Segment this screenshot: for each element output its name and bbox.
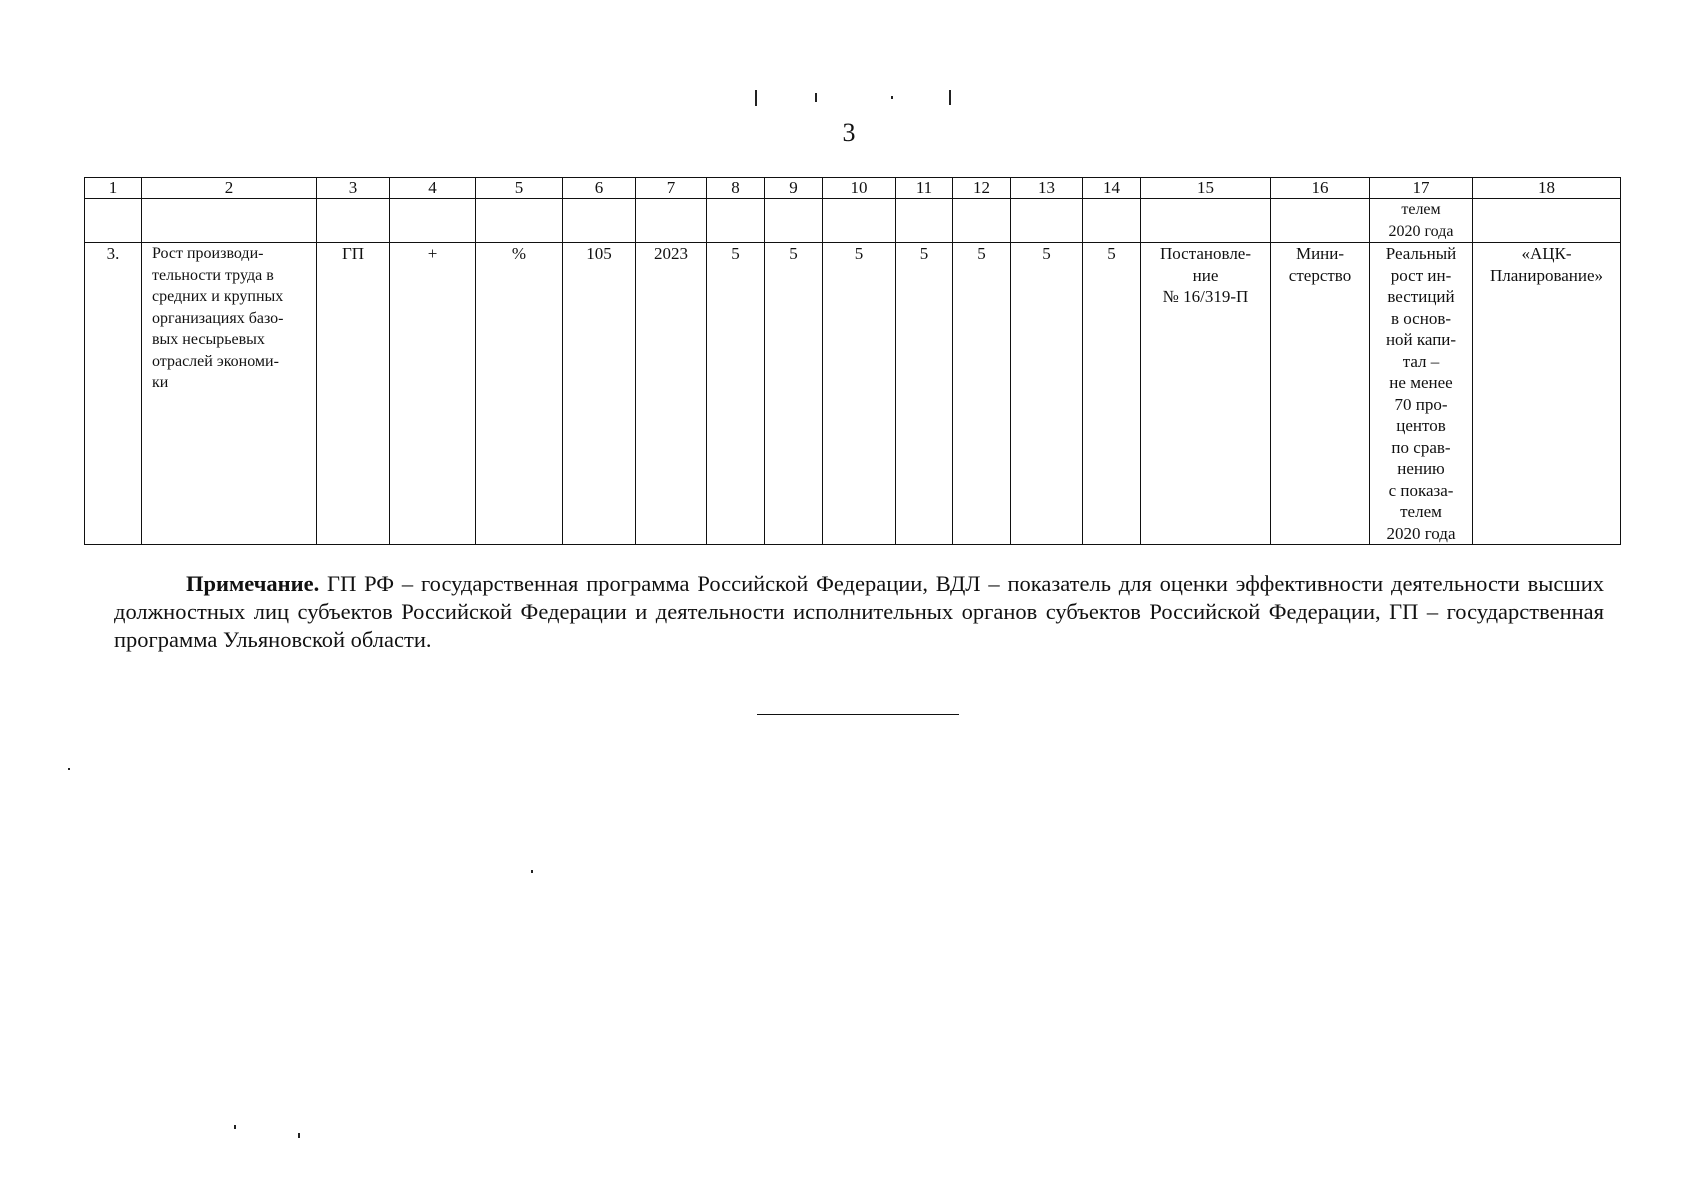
table-cell: 5 [1083, 243, 1141, 545]
table-cell: % [476, 243, 563, 545]
table-cell: 5 [707, 243, 765, 545]
table-cell [953, 199, 1011, 243]
scan-speck [68, 768, 70, 770]
table-cell [85, 199, 142, 243]
note-label: Примечание. [186, 571, 320, 596]
table-cell [1271, 199, 1370, 243]
table-cell: 2023 [636, 243, 707, 545]
scan-speck [298, 1133, 300, 1138]
column-number: 5 [476, 178, 563, 199]
table-cell [896, 199, 953, 243]
table-cell [317, 199, 390, 243]
continuation-row [85, 199, 1621, 243]
column-number: 13 [1011, 178, 1083, 199]
page-number: 3 [842, 118, 856, 147]
column-number: 1 [85, 178, 142, 199]
note-text: ГП РФ – государственная программа Российской Федерации, ВДЛ – показатель для оценки эффективности деятельности высших должностных лиц субъектов Российской Федерации и деятельности исполнительных органов субъектов Российской Федерации, ГП – государственная программа Ульяновской области. [114, 571, 1604, 652]
table-cell [707, 199, 765, 243]
column-number: 16 [1271, 178, 1370, 199]
row-number-cell: 3. [85, 243, 142, 545]
scan-speck [234, 1125, 236, 1129]
table-cell: 5 [823, 243, 896, 545]
indicator-name-cell: Рост производи- тельности труда в средних и крупных организациях базо- вых несырьевых отраслей экономи- ки [142, 243, 317, 545]
table-cell: «АЦК- Планирование» [1473, 243, 1621, 545]
column-number: 18 [1473, 178, 1621, 199]
column-number: 17 [1370, 178, 1473, 199]
table-cell [563, 199, 636, 243]
table-cell [823, 199, 896, 243]
table-cell [142, 199, 317, 243]
note-paragraph [114, 570, 1604, 654]
indicators-table [84, 177, 1621, 545]
table-cell: Реальный рост ин- вестиций в основ- ной капи- тал – не менее 70 про- центов по срав- нению с показа- телем 2020 года [1370, 243, 1473, 545]
table-cell: 5 [765, 243, 823, 545]
continuation-text-cell: телем 2020 года [1370, 199, 1473, 243]
table-cell: Постановле- ние № 16/319-П [1141, 243, 1271, 545]
table-cell: 5 [953, 243, 1011, 545]
column-number: 14 [1083, 178, 1141, 199]
table-cell: Мини- стерство [1271, 243, 1370, 545]
table-cell [1011, 199, 1083, 243]
scan-mark [891, 96, 893, 99]
table-cell [636, 199, 707, 243]
table-cell [476, 199, 563, 243]
table-cell: 5 [896, 243, 953, 545]
table-cell [1083, 199, 1141, 243]
table-cell [1473, 199, 1621, 243]
scan-mark [815, 93, 817, 102]
table-cell: 105 [563, 243, 636, 545]
scan-mark [949, 90, 951, 105]
table-cell [390, 199, 476, 243]
column-number: 6 [563, 178, 636, 199]
column-number: 7 [636, 178, 707, 199]
column-number: 11 [896, 178, 953, 199]
column-number: 12 [953, 178, 1011, 199]
column-number: 15 [1141, 178, 1271, 199]
table-cell [1141, 199, 1271, 243]
table-cell: ГП [317, 243, 390, 545]
closing-divider [757, 714, 959, 715]
column-number: 8 [707, 178, 765, 199]
column-number: 9 [765, 178, 823, 199]
table-row [85, 243, 1621, 545]
column-number: 4 [390, 178, 476, 199]
table-cell: 5 [1011, 243, 1083, 545]
column-number-row [85, 178, 1621, 199]
column-number: 3 [317, 178, 390, 199]
table-cell: + [390, 243, 476, 545]
table-cell [765, 199, 823, 243]
column-number: 2 [142, 178, 317, 199]
scan-speck [531, 870, 533, 873]
column-number: 10 [823, 178, 896, 199]
scan-mark [755, 90, 757, 106]
